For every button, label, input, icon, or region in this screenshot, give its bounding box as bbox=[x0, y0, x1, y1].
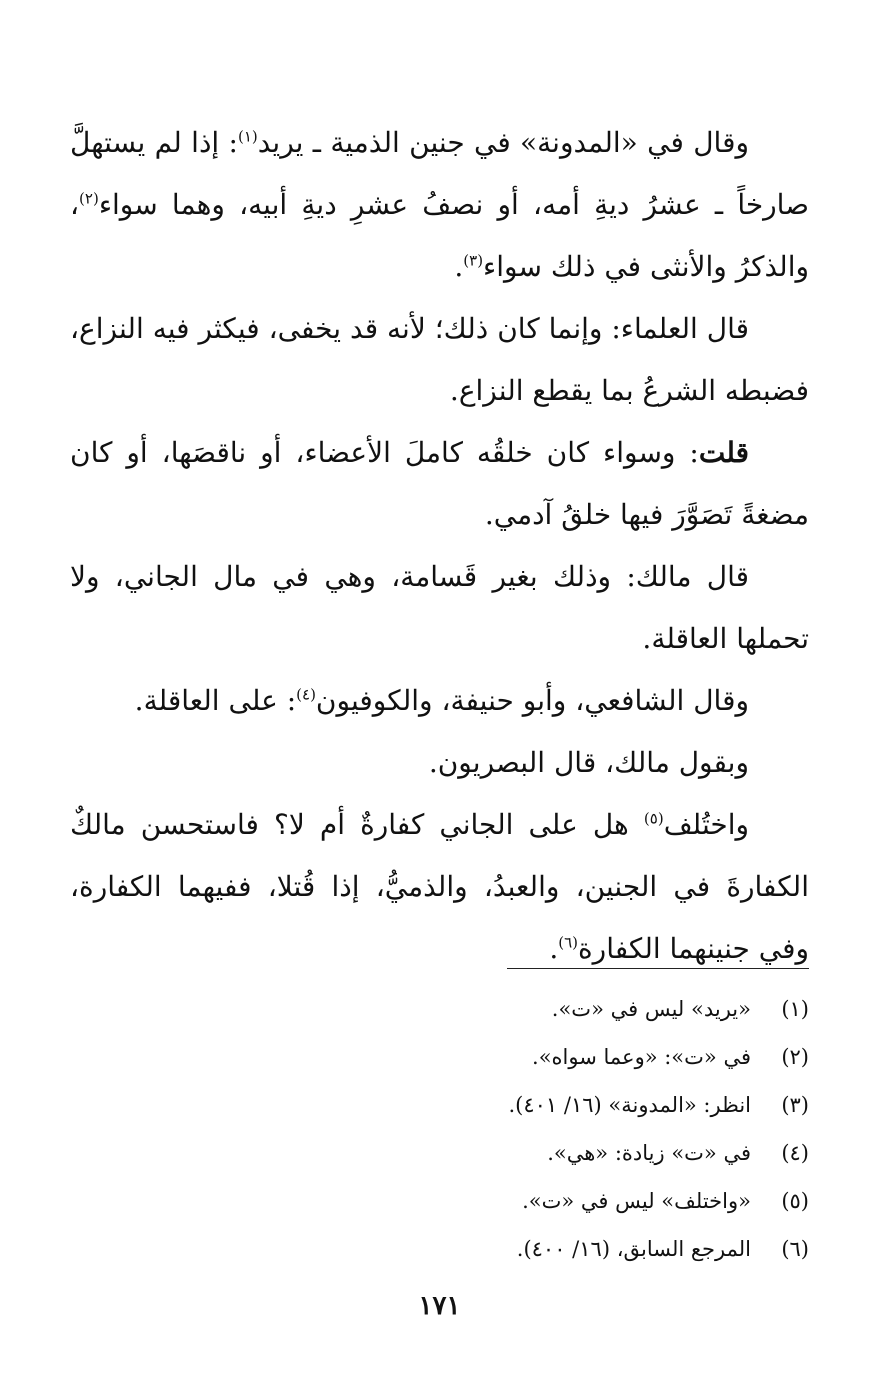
paragraph bbox=[70, 670, 809, 732]
footnote bbox=[70, 1177, 809, 1225]
footnote bbox=[70, 1129, 809, 1177]
text-run: هل على الجاني كفارةٌ أم لا؟ فاستحسن مالكٌ الكفارةَ في الجنين، والعبدُ، والذميُّ، إذا قُتلا، ففيهما الكفارة، وفي جنينهما الكفارة bbox=[70, 808, 809, 965]
footnote-number: (٥) bbox=[781, 1189, 809, 1213]
text-run: وبقول مالك، قال البصريون. bbox=[428, 746, 749, 779]
footnote-number: (٢) bbox=[781, 1045, 809, 1069]
footnote-reference: (٣) bbox=[463, 251, 484, 270]
footnote-text: في «ت»: «وعما سواه». bbox=[532, 1045, 751, 1069]
footnote-number: (٦) bbox=[781, 1237, 809, 1261]
footnote-text: «يريد» ليس في «ت». bbox=[551, 997, 751, 1021]
paragraph bbox=[70, 298, 809, 422]
footnote-text: انظر: «المدونة» (١٦/ ٤٠١). bbox=[508, 1093, 751, 1117]
footnote-reference: (٦) bbox=[558, 933, 578, 952]
footnote bbox=[70, 985, 809, 1033]
footnote-number: (٣) bbox=[781, 1093, 809, 1117]
text-run: : على العاقلة. bbox=[134, 684, 297, 717]
footnote bbox=[70, 1225, 809, 1273]
footnote-reference: (١) bbox=[237, 127, 258, 146]
footnote bbox=[70, 1081, 809, 1129]
footnote-reference: (٥) bbox=[643, 809, 664, 828]
text-run: : وسواء كان خلقُه كاملَ الأعضاء، أو ناقصَها، أو كان مضغةً تَصَوَّرَ فيها خلقُ آدمي. bbox=[70, 436, 809, 531]
text-run: . bbox=[549, 932, 559, 965]
footnote-reference: (٤) bbox=[296, 685, 316, 704]
text-run: واختُلف bbox=[663, 808, 749, 841]
paragraph bbox=[70, 732, 809, 794]
paragraph bbox=[70, 546, 809, 670]
footnote-text: «واختلف» ليس في «ت». bbox=[522, 1189, 751, 1213]
paragraph bbox=[70, 112, 809, 298]
footnote bbox=[70, 1033, 809, 1081]
paragraph bbox=[70, 794, 809, 980]
footnote-number: (٤) bbox=[781, 1141, 809, 1165]
footnote-text: في «ت» زيادة: «هي». bbox=[547, 1141, 751, 1165]
text-run: . bbox=[454, 250, 464, 283]
text-run: قال مالك: وذلك بغير قَسامة، وهي في مال الجاني، ولا تحملها العاقلة. bbox=[70, 560, 809, 655]
footnote-text: المرجع السابق، (١٦/ ٤٠٠). bbox=[516, 1237, 751, 1261]
text-run: وقال في «المدونة» في جنين الذمية ـ يريد bbox=[257, 126, 749, 159]
footnotes bbox=[70, 985, 809, 1273]
footnote-separator bbox=[507, 968, 809, 969]
paragraph bbox=[70, 422, 809, 546]
footnote-reference: (٢) bbox=[79, 189, 99, 208]
text-run: وقال الشافعي، وأبو حنيفة، والكوفيون bbox=[315, 684, 749, 717]
bold-lead-word: قلت bbox=[698, 436, 749, 469]
footnote-number: (١) bbox=[781, 997, 809, 1021]
text-run: قال العلماء: وإنما كان ذلك؛ لأنه قد يخفى، فيكثر فيه النزاع، فضبطه الشرعُ بما يقطع النزاع. bbox=[70, 312, 809, 407]
main-text bbox=[70, 112, 809, 980]
text-run: : إذا لم يستهلَّ صارخاً ـ عشرُ ديةِ أمه، أو نصفُ عشرِ ديةِ أبيه، وهما سواء bbox=[70, 126, 809, 221]
page-number: ١٧١ bbox=[418, 1291, 461, 1321]
text-run: ، والذكرُ والأنثى في ذلك سواء bbox=[70, 188, 809, 283]
